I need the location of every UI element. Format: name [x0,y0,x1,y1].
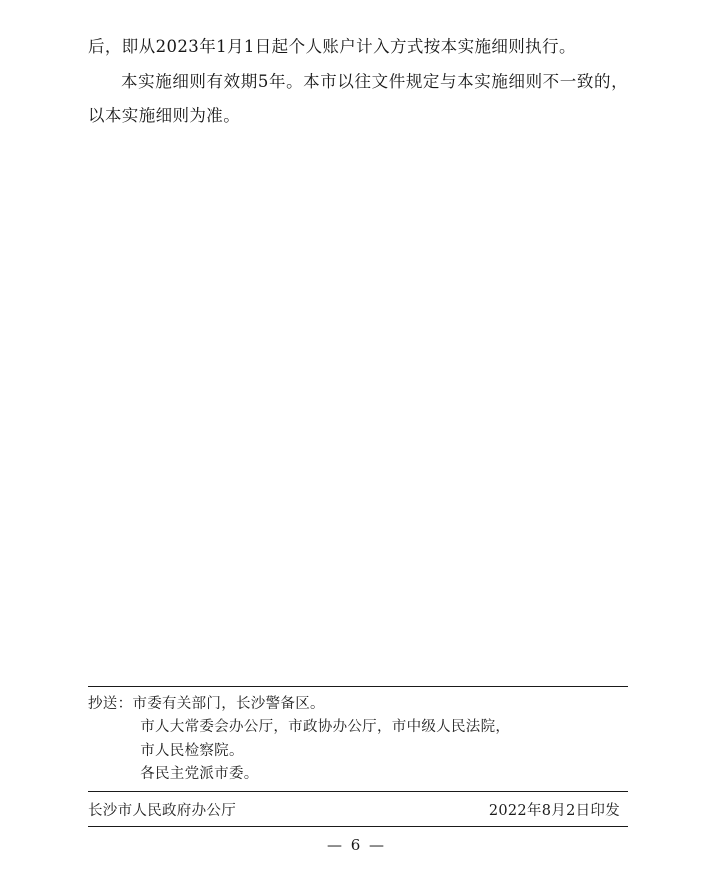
paragraph-continuation: 后，即从2023年1月1日起个人账户计入方式按本实施细则执行。 [88,37,576,56]
paragraph-validity: 本实施细则有效期5年。本市以往文件规定与本实施细则不一致的，以本实施细则为准。 [88,71,628,126]
distribution-line: 市人民检察院。 [140,742,244,759]
issuer-row [88,792,628,826]
page-number: — 6 — [326,836,387,854]
distribution-line: 各民主党派市委。 [140,766,259,783]
distribution-line: 市人大常委会办公厅，市政协办公厅，市中级人民法院， [140,719,511,736]
issuer-name: 长沙市人民政府办公厅 [88,802,236,819]
document-footer [88,686,628,827]
distribution-list [88,687,628,791]
body-text-block [88,30,628,134]
distribution-line: 抄送：市委有关部门，长沙警备区。 [88,696,325,712]
issue-date: 2022年8月2日印发 [488,802,620,819]
footer-bottom-rule [88,826,628,827]
